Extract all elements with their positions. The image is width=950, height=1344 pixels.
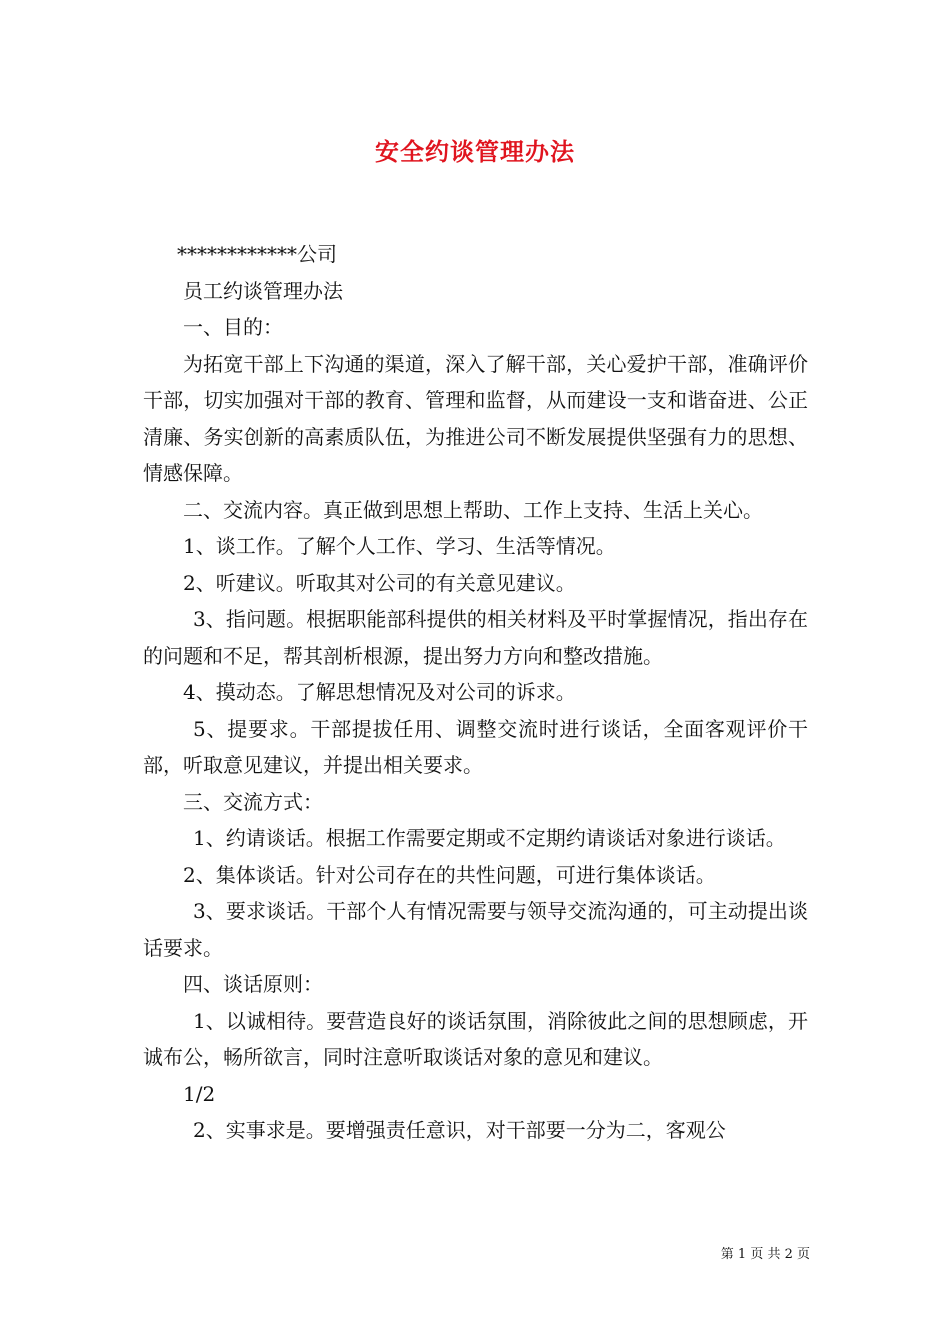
content-item-3: 3、指问题。根据职能部科提供的相关材料及平时掌握情况，指出存在的问题和不足，帮其剖析根源，提出努力方向和整改措施。 (143, 607, 808, 668)
section-heading-content: 二、交流内容。真正做到思想上帮助、工作上支持、生活上关心。 (183, 497, 763, 522)
method-item-2: 2、集体谈话。针对公司存在的共性问题，可进行集体谈话。 (183, 862, 716, 887)
principle-item-2: 2、实事求是。要增强责任意识，对干部要一分为二，客观公 (193, 1118, 726, 1142)
document-body (143, 236, 808, 1149)
section-heading-methods: 三、交流方式： (183, 789, 323, 814)
section-heading-principles: 四、谈话原则： (183, 972, 323, 996)
content-item-1: 1、谈工作。了解个人工作、学习、生活等情况。 (183, 534, 616, 558)
page-title: 安全约谈管理办法 (375, 137, 575, 166)
section-heading-purpose: 一、目的： (183, 315, 283, 339)
principle-item-1: 1、以诚相待。要营造良好的谈话氛围，消除彼此之间的思想顾虑，开诚布公，畅所欲言，同时注意听取谈话对象的意见和建议。 (143, 1008, 808, 1069)
method-item-3: 3、要求谈话。干部个人有情况需要与领导交流沟通的，可主动提出谈话要求。 (143, 899, 808, 960)
method-item-1: 1、约请谈话。根据工作需要定期或不定期约请谈话对象进行谈话。 (193, 826, 786, 850)
content-item-2: 2、听建议。听取其对公司的有关意见建议。 (183, 570, 576, 595)
purpose-paragraph: 为拓宽干部上下沟通的渠道，深入了解干部，关心爱护干部，准确评价干部，切实加强对干部的教育、管理和监督，从而建设一支和谐奋进、公正清廉、务实创新的高素质队伍，为推进公司不断发展提供坚强有力的思想、情感保障。 (143, 351, 808, 485)
page-number-footer: 第 1 页 共 2 页 (720, 1247, 810, 1262)
inline-page-marker: 1/2 (183, 1081, 216, 1106)
document-subtitle: 员工约谈管理办法 (183, 278, 343, 303)
company-name: ************公司 (177, 242, 337, 266)
content-item-5: 5、提要求。干部提拔任用、调整交流时进行谈话，全面客观评价干部，听取意见建议，并提出相关要求。 (143, 716, 808, 777)
content-item-4: 4、摸动态。了解思想情况及对公司的诉求。 (183, 680, 576, 704)
